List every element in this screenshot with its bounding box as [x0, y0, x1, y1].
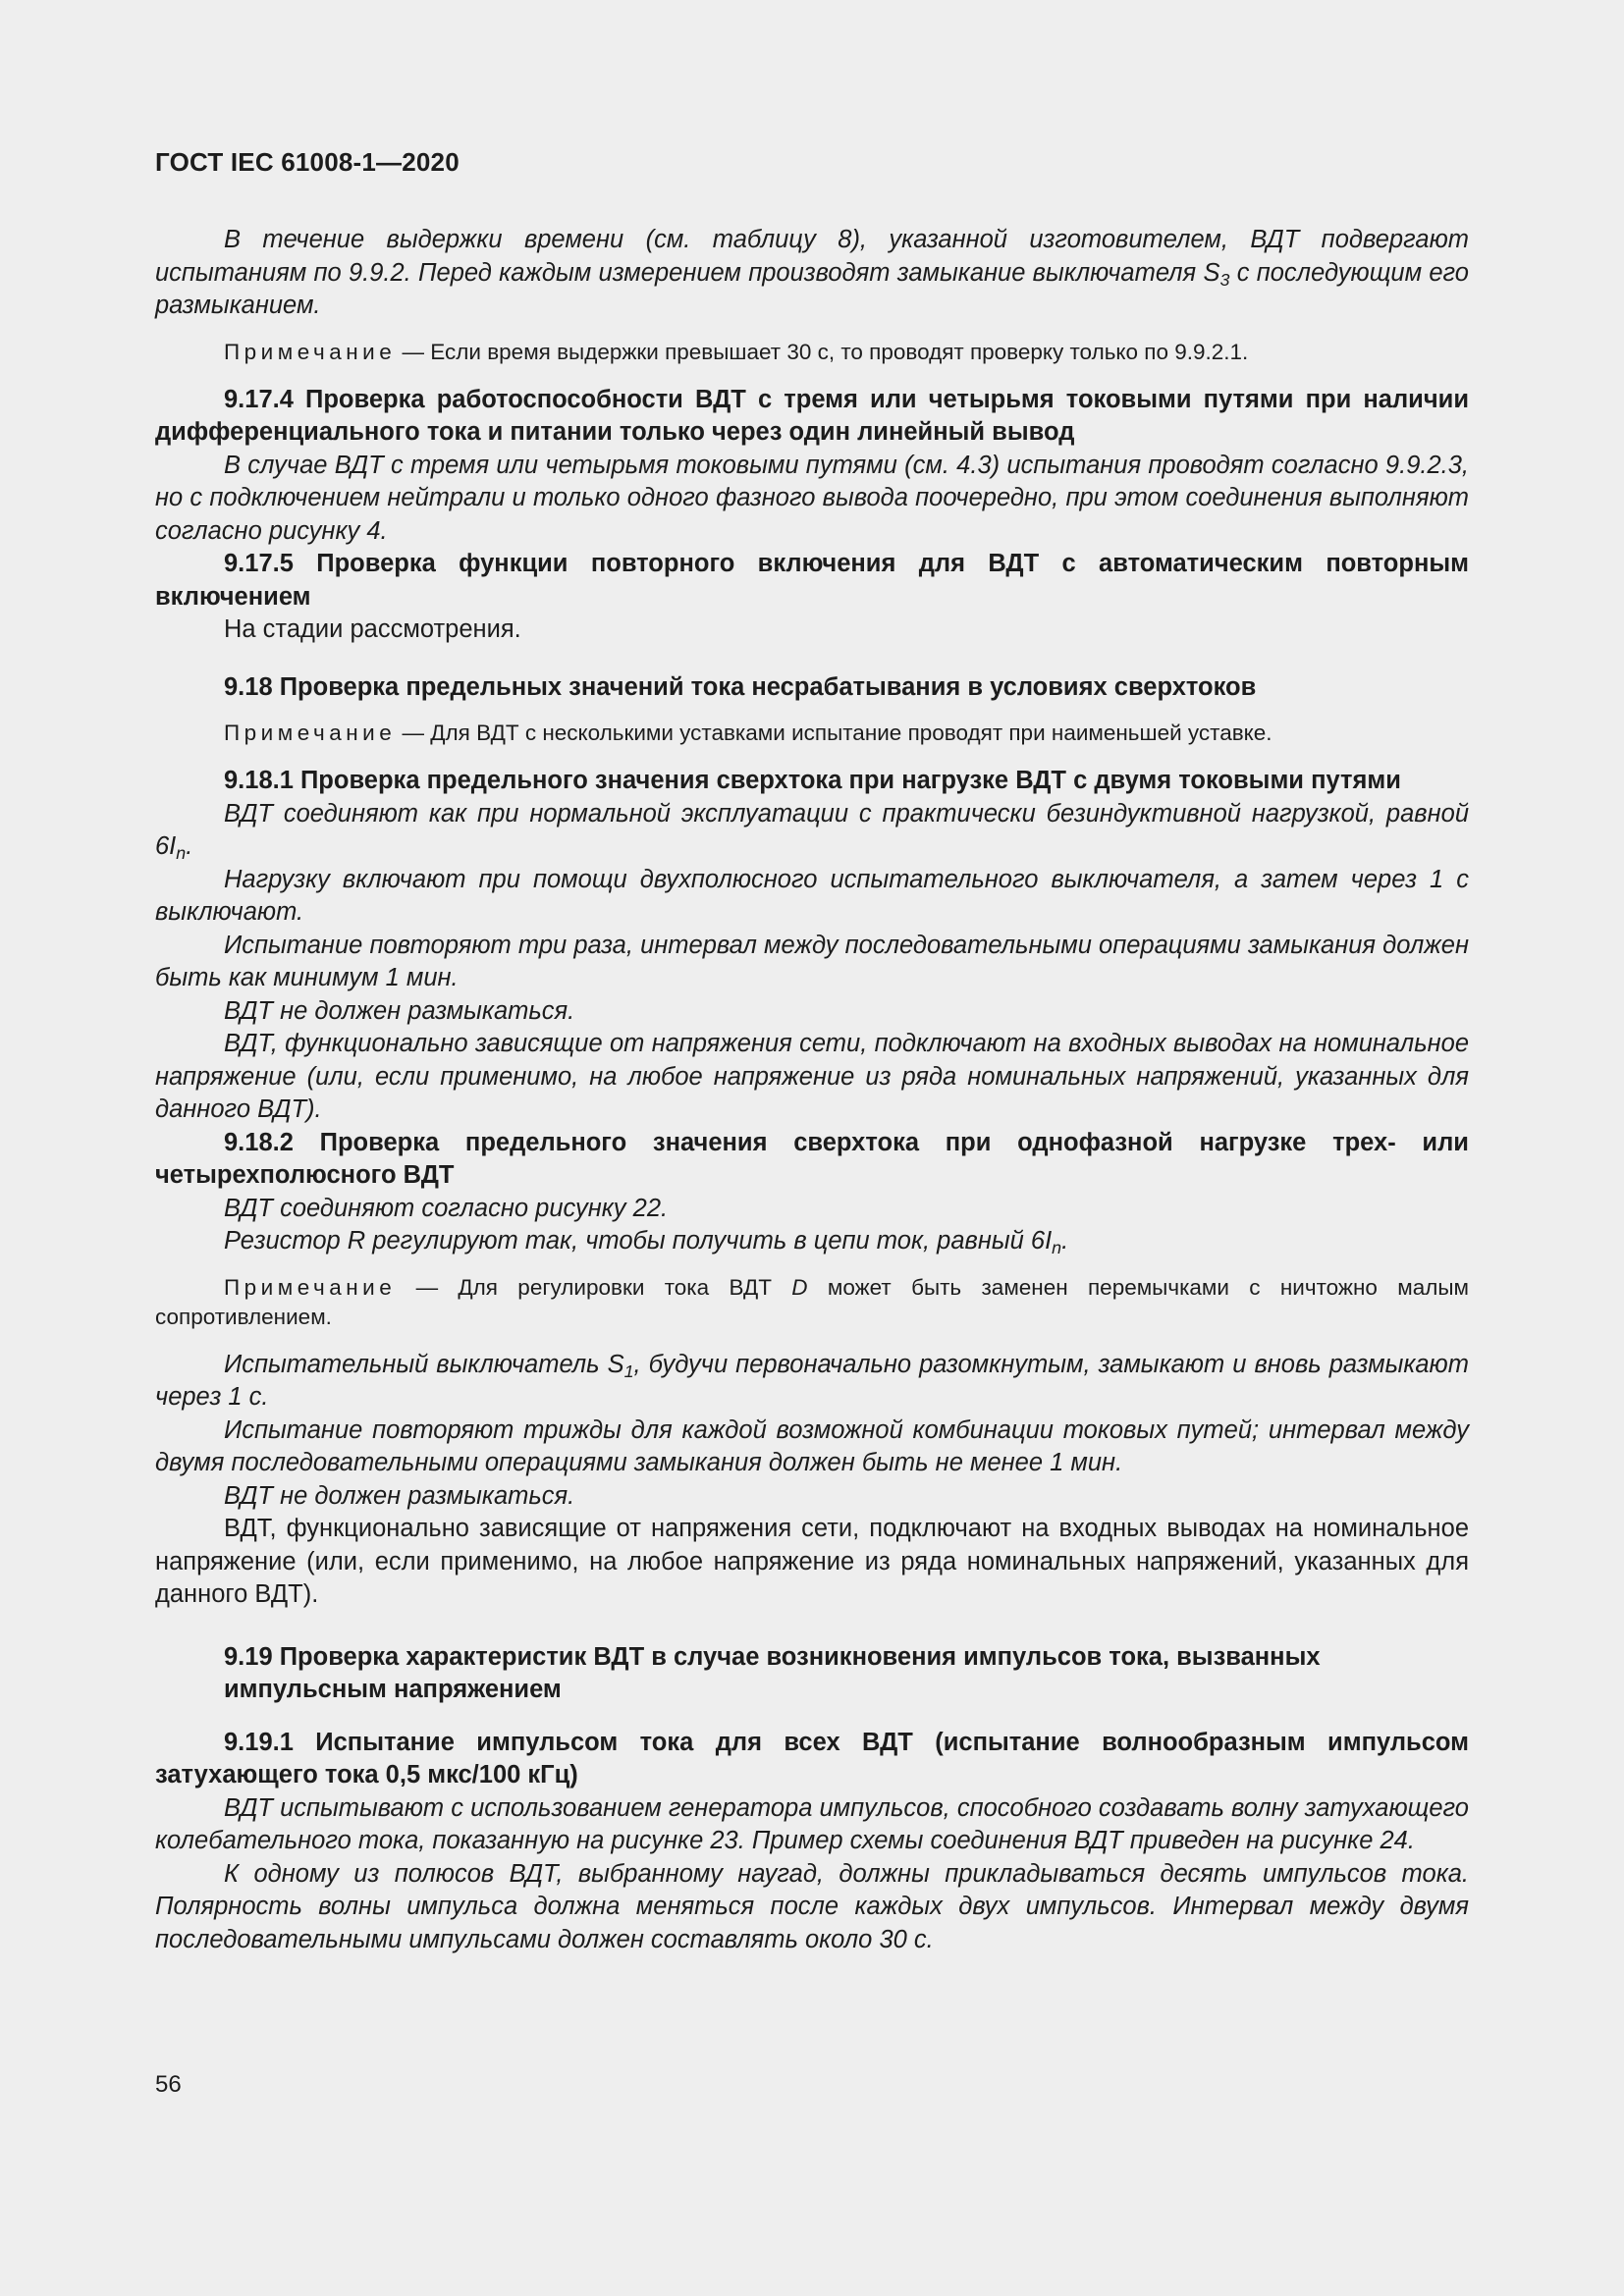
paragraph: Испытание повторяют трижды для каждой возможной комбинации токовых путей; интервал между двумя последовательными операциями замыкания должен быть не менее 1 мин.: [155, 1415, 1469, 1476]
section-heading: 9.17.5 Проверка функции повторного включения для ВДТ с автоматическим повторным включением: [155, 550, 1469, 611]
section-heading: 9.18.2 Проверка предельного значения сверхтока при однофазной нагрузке трех- или четырехполюсного ВДТ: [155, 1128, 1469, 1189]
paragraph: ВДТ, функционально зависящие от напряжения сети, подключают на входных выводах на номинальное напряжение (или, если применимо, на любое напряжение из ряда номинальных напряжений, указанных для данного ВДТ).: [155, 1515, 1469, 1608]
paragraph: Испытательный выключатель $S_1$, будучи первоначально разомкнутым, замыкают и вновь размыкают через 1 с.: [155, 1350, 1469, 1411]
paragraph: ВДТ соединяют как при нормальной эксплуатации с практически безиндуктивной нагрузкой, равной $6I_n$.: [155, 799, 1469, 863]
document-body: [155, 224, 1469, 1956]
paragraph: На стадии рассмотрения.: [224, 615, 521, 643]
paragraph: В случае ВДТ с тремя или четырьмя токовыми путями (см. 4.3) испытания проводят согласно 9.9.2.3, но с подключением нейтрали и только одного фазного вывода поочередно, при этом соединения выполняют согласно рисунку 4.: [155, 451, 1469, 545]
paragraph: ВДТ соединяют согласно рисунку 22.: [224, 1194, 669, 1222]
paragraph: ВДТ не должен размыкаться.: [224, 996, 575, 1025]
page-number: 56: [155, 2071, 182, 2098]
section-heading: 9.19 Проверка характеристик ВДТ в случае возникновения импульсов тока, вызванных импульсным напряжением: [224, 1642, 1321, 1703]
note: Примечание — Если время выдержки превышает 30 с, то проводят проверку только по 9.9.2.1.: [224, 339, 1249, 364]
section-heading: 9.18 Проверка предельных значений тока несрабатывания в условиях сверхтоков: [224, 672, 1257, 701]
standard-header: ГОСТ IEC 61008-1—2020: [155, 147, 460, 177]
paragraph: Испытание повторяют три раза, интервал между последовательными операциями замыкания должен быть как минимум 1 мин.: [155, 931, 1469, 991]
section-heading: 9.18.1 Проверка предельного значения сверхтока при нагрузке ВДТ с двумя токовыми путями: [224, 767, 1401, 794]
note: Примечание — Для регулировки тока ВДТ D может быть заменен перемычками с ничтожно малым сопротивлением.: [155, 1274, 1469, 1329]
note: Примечание — Для ВДТ с несколькими уставками испытание проводят при наименьшей уставке.: [224, 721, 1272, 745]
paragraph: К одному из полюсов ВДТ, выбранному наугад, должны прикладываться десять импульсов тока. Полярность волны импульса должна меняться после каждых двух импульсов. Интервал между двумя последовательными импульсами должен составлять около 30 с.: [155, 1859, 1469, 1953]
paragraph: Резистор R регулируют так, чтобы получить в цепи ток, равный $6I_n$.: [224, 1227, 1069, 1257]
paragraph: Нагрузку включают при помощи двухполюсного испытательного выключателя, а затем через 1 с выключают.: [155, 865, 1469, 926]
paragraph: ВДТ, функционально зависящие от напряжения сети, подключают на входных выводах на номинальное напряжение (или, если применимо, на любое напряжение из ряда номинальных напряжений, указанных для данного ВДТ).: [155, 1030, 1469, 1123]
paragraph: ВДТ испытывают с использованием генератора импульсов, способного создавать волну затухающего колебательного тока, показанную на рисунке 23. Пример схемы соединения ВДТ приведен на рисунке 24.: [155, 1793, 1469, 1854]
section-heading: 9.17.4 Проверка работоспособности ВДТ с тремя или четырьмя токовыми путями при наличии дифференциального тока и питании только через один линейный вывод: [155, 385, 1469, 446]
paragraph: ВДТ не должен размыкаться.: [224, 1481, 575, 1510]
paragraph: В течение выдержки времени (см. таблицу 8), указанной изготовителем, ВДТ подвергают испытаниям по 9.9.2. Перед каждым измерением производят замыкание выключателя $S_3$ с последующим его размыканием.: [155, 226, 1469, 319]
section-heading: 9.19.1 Испытание импульсом тока для всех ВДТ (испытание волнообразным импульсом затухающего тока 0,5 мкс/100 кГц): [155, 1728, 1469, 1789]
